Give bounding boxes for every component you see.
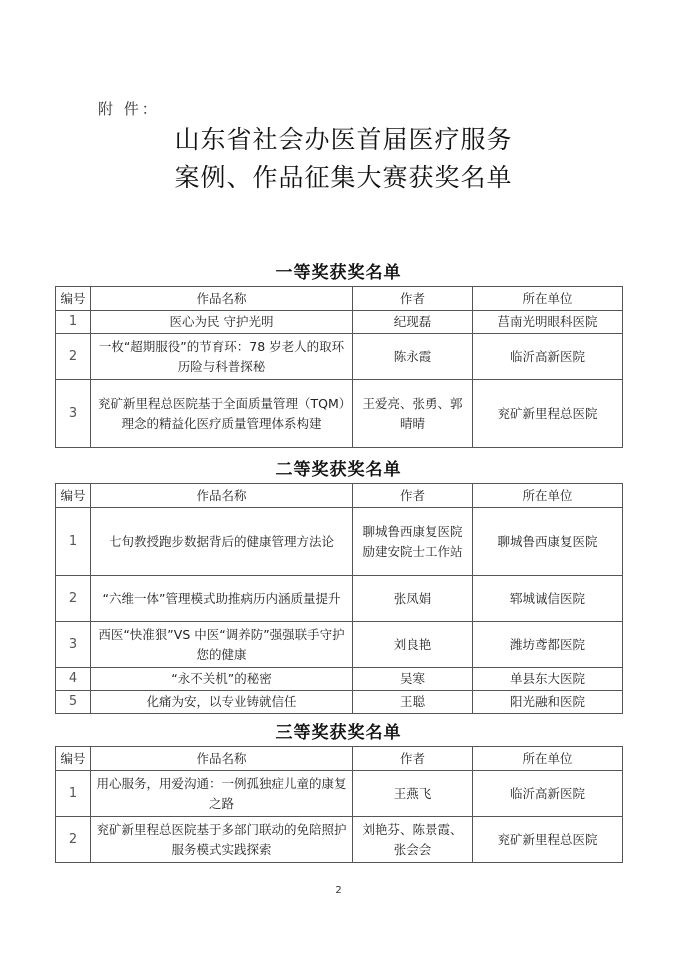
cell-work: 化痛为安，以专业铸就信任 [91, 691, 353, 714]
cell-author: 吴寒 [353, 668, 473, 691]
page-number: 2 [335, 885, 342, 896]
cell-number: 1 [56, 508, 91, 576]
cell-number: 2 [56, 576, 91, 622]
cell-number: 3 [56, 622, 91, 668]
third-prize-table [55, 746, 623, 863]
header-work: 作品名称 [91, 747, 353, 771]
cell-number: 4 [56, 668, 91, 691]
first-prize-table [55, 286, 623, 448]
cell-work: 七旬教授跑步数据背后的健康管理方法论 [91, 508, 353, 576]
cell-work: 西医“快准狠”VS 中医“调养防”强强联手守护您的健康 [91, 622, 353, 668]
table-row [56, 771, 623, 817]
second-prize-table [55, 483, 623, 714]
table-row [56, 508, 623, 576]
section-title-third-prize: 三等奖获奖名单 [275, 723, 402, 743]
header-unit: 所在单位 [473, 747, 623, 771]
section-title-first-prize: 一等奖获奖名单 [275, 263, 402, 283]
cell-unit: 阳光融和医院 [473, 691, 623, 714]
cell-unit: 临沂高新医院 [473, 771, 623, 817]
header-number: 编号 [56, 287, 91, 311]
cell-author: 刘艳芬、陈景霞、张会会 [353, 817, 473, 863]
cell-work: “永不关机”的秘密 [91, 668, 353, 691]
cell-number: 2 [56, 817, 91, 863]
section-title-second-prize: 二等奖获奖名单 [275, 460, 402, 480]
table-row [56, 668, 623, 691]
header-author: 作者 [353, 747, 473, 771]
cell-author: 王燕飞 [353, 771, 473, 817]
cell-author: 王聪 [353, 691, 473, 714]
table-row [56, 622, 623, 668]
cell-work: 医心为民 守护光明 [91, 311, 353, 334]
cell-number: 5 [56, 691, 91, 714]
header-work: 作品名称 [91, 287, 353, 311]
cell-author: 王爱亮、张勇、郭晴晴 [353, 380, 473, 448]
cell-work: 一枚“超期服役”的节育环：78 岁老人的取环历险与科普探秘 [91, 334, 353, 380]
cell-number: 3 [56, 380, 91, 448]
cell-unit: 郓城诚信医院 [473, 576, 623, 622]
cell-work: 兖矿新里程总医院基于全面质量管理（TQM）理念的精益化医疗质量管理体系构建 [91, 380, 353, 448]
cell-unit: 潍坊鸢都医院 [473, 622, 623, 668]
header-number: 编号 [56, 747, 91, 771]
document-title-line1: 山东省社会办医首届医疗服务 [174, 125, 513, 154]
cell-unit: 兖矿新里程总医院 [473, 817, 623, 863]
header-unit: 所在单位 [473, 287, 623, 311]
table-header-row [56, 287, 623, 311]
table-row [56, 334, 623, 380]
header-author: 作者 [353, 484, 473, 508]
table-row [56, 380, 623, 448]
cell-author: 聊城鲁西康复医院励建安院士工作站 [353, 508, 473, 576]
header-work: 作品名称 [91, 484, 353, 508]
table-header-row [56, 747, 623, 771]
header-unit: 所在单位 [473, 484, 623, 508]
table-header-row [56, 484, 623, 508]
cell-number: 2 [56, 334, 91, 380]
cell-unit: 单县东大医院 [473, 668, 623, 691]
document-title-line2: 案例、作品征集大赛获奖名单 [174, 163, 513, 192]
table-row [56, 311, 623, 334]
cell-author: 纪现磊 [353, 311, 473, 334]
header-author: 作者 [353, 287, 473, 311]
cell-number: 1 [56, 771, 91, 817]
header-number: 编号 [56, 484, 91, 508]
table-row [56, 817, 623, 863]
table-row [56, 576, 623, 622]
cell-unit: 莒南光明眼科医院 [473, 311, 623, 334]
cell-unit: 兖矿新里程总医院 [473, 380, 623, 448]
cell-work: “六维一体”管理模式助推病历内涵质量提升 [91, 576, 353, 622]
cell-author: 陈永霞 [353, 334, 473, 380]
cell-number: 1 [56, 311, 91, 334]
cell-unit: 临沂高新医院 [473, 334, 623, 380]
attachment-label: 附 件： [98, 100, 160, 118]
cell-author: 刘良艳 [353, 622, 473, 668]
cell-author: 张凤娟 [353, 576, 473, 622]
cell-unit: 聊城鲁西康复医院 [473, 508, 623, 576]
cell-work: 兖矿新里程总医院基于多部门联动的免陪照护服务模式实践探索 [91, 817, 353, 863]
cell-work: 用心服务，用爱沟通：一例孤独症儿童的康复之路 [91, 771, 353, 817]
table-row [56, 691, 623, 714]
